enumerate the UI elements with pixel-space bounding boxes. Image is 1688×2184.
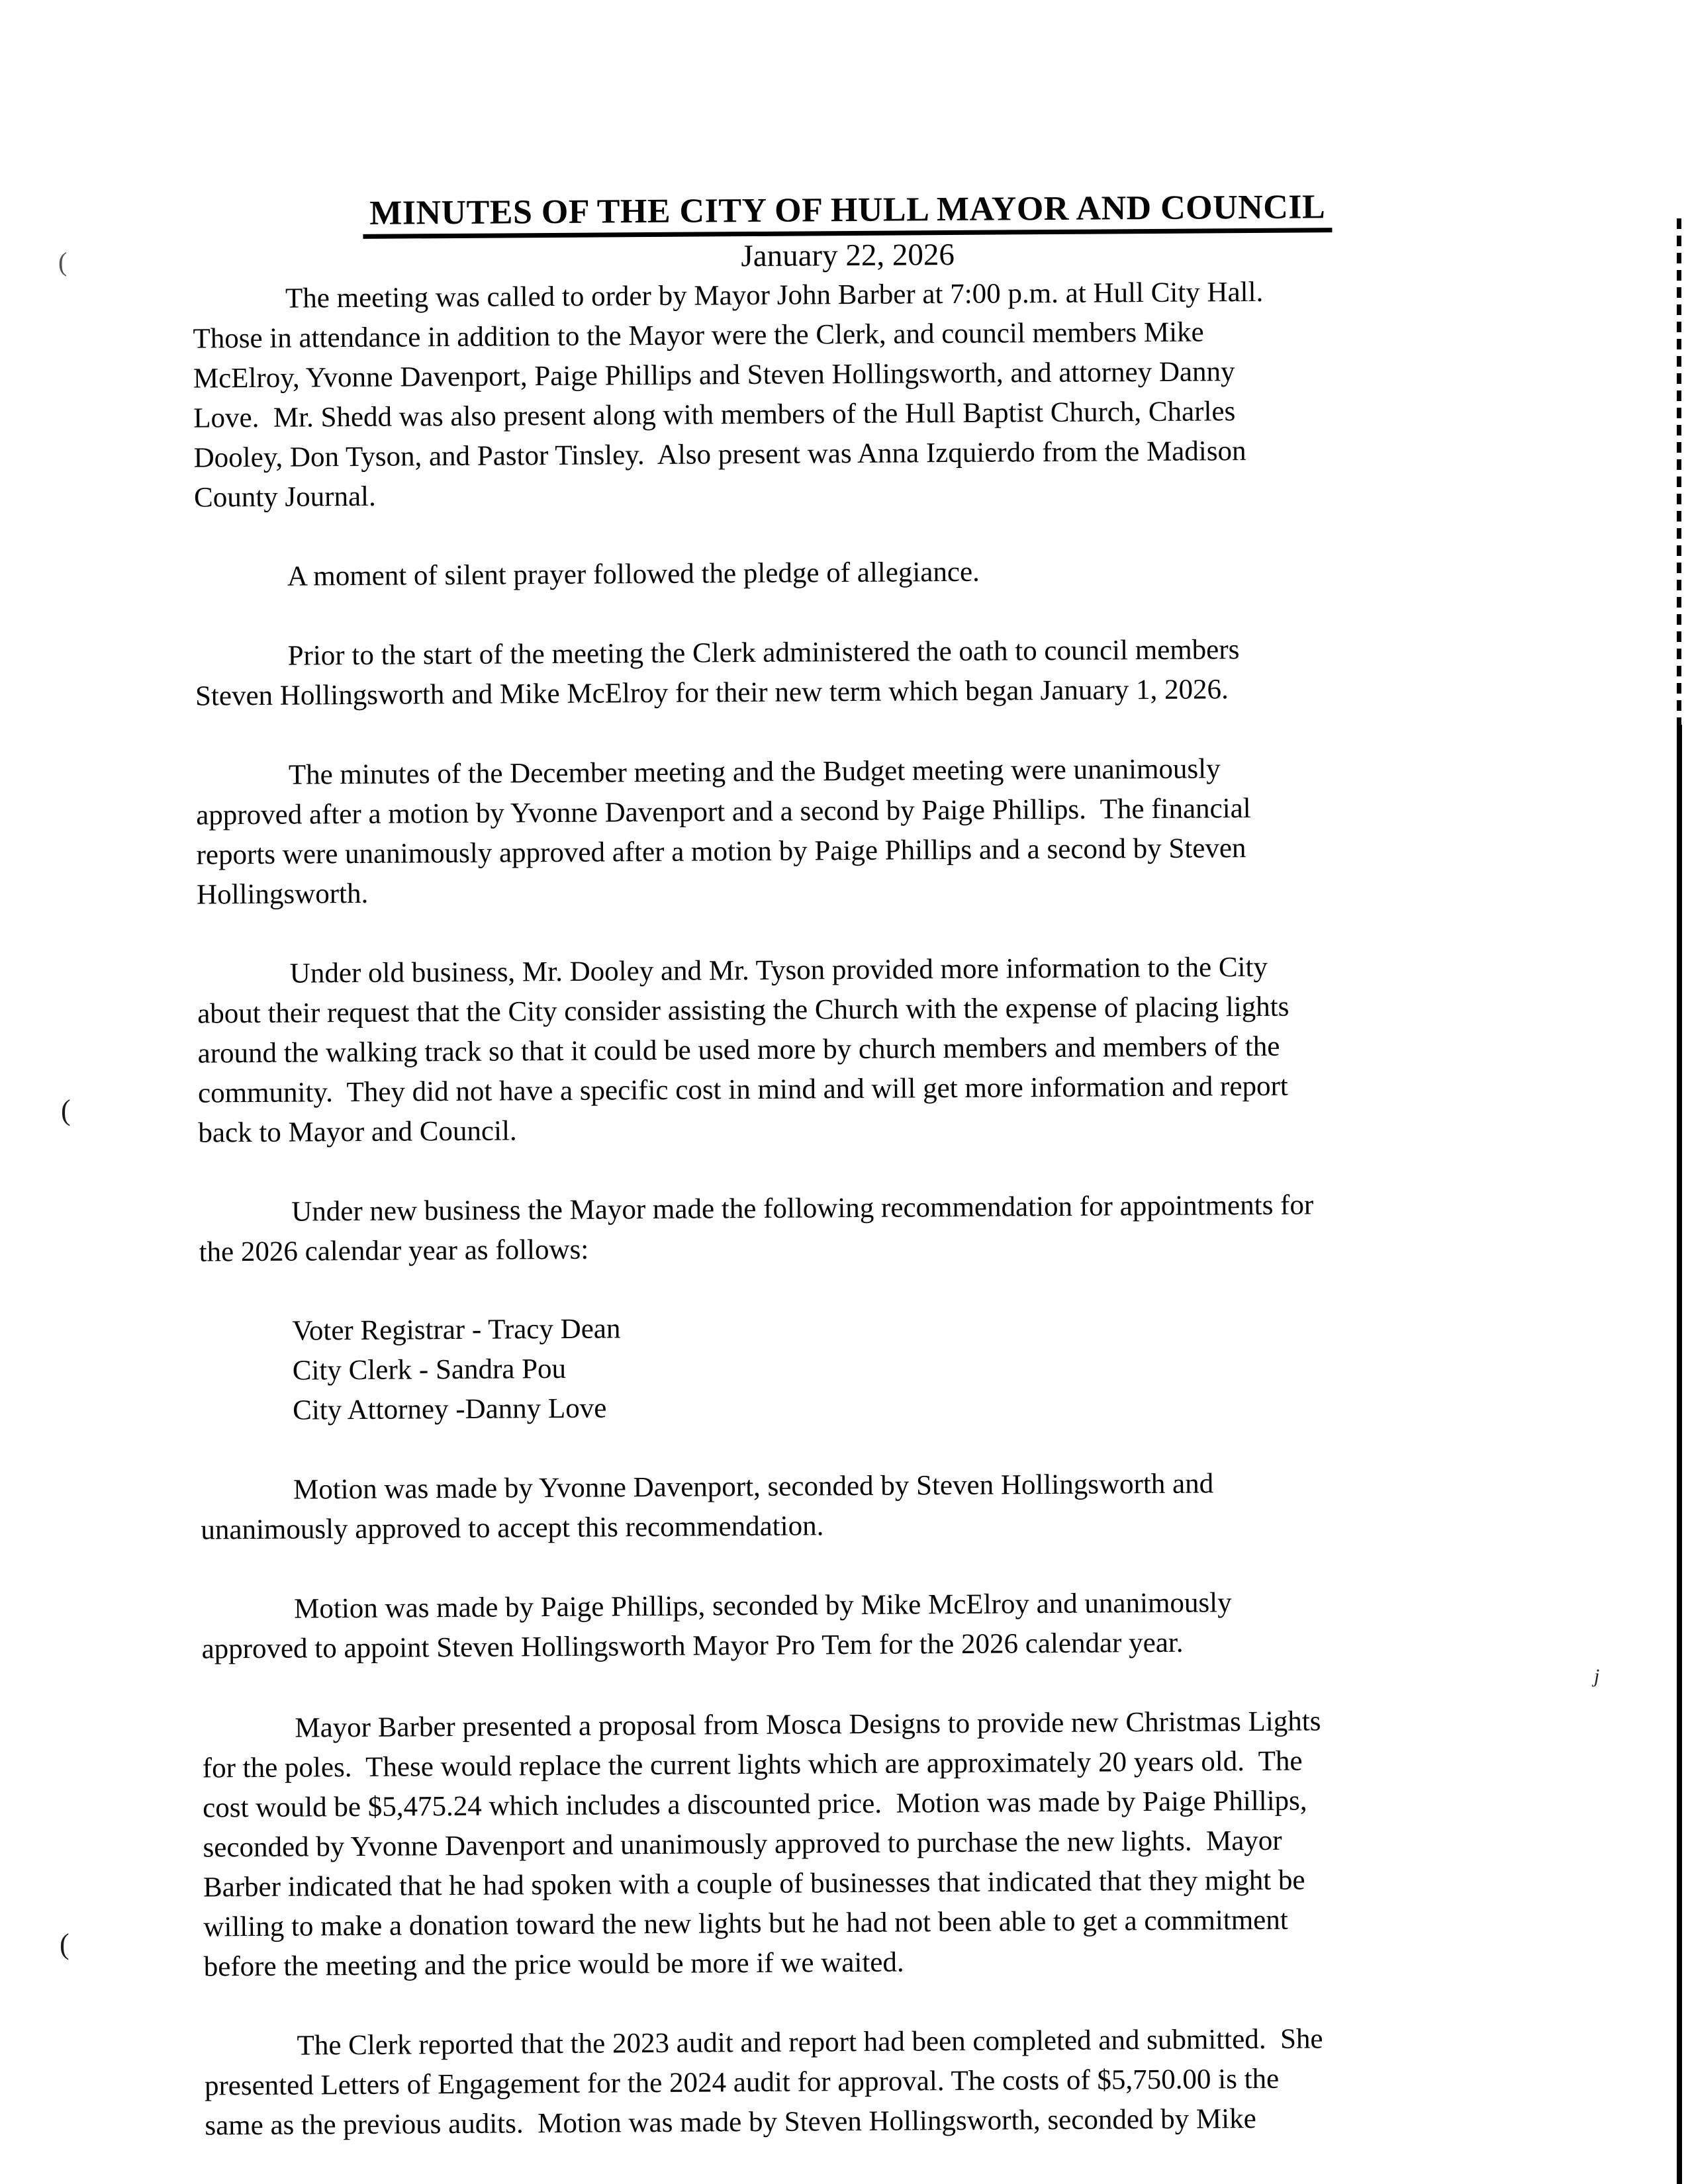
text-line: the 2026 calendar year as follows: — [199, 1234, 589, 1268]
text-line: Motion was made by Yvonne Davenport, seconded by Steven Hollingsworth and — [293, 1468, 1214, 1506]
text-line: Dooley, Don Tyson, and Pastor Tinsley. Also present was Anna Izquierdo from the Madison — [193, 435, 1246, 474]
paragraph-new-business — [199, 1184, 1510, 1272]
text-line: around the walking track so that it could be used more by church members and members of the — [197, 1030, 1280, 1069]
text-line: Barber indicated that he had spoken with a couple of businesses that indicated that they might be — [203, 1864, 1305, 1903]
paragraph-mayor-pro-tem — [201, 1581, 1513, 1669]
text-line: unanimously approved to accept this recommendation. — [201, 1510, 824, 1546]
text-line: about their request that the City consider assisting the Church with the expense of placing lights — [197, 991, 1289, 1030]
text-line: Under new business the Mayor made the following recommendation for appointments for — [291, 1189, 1314, 1228]
appointments-list — [199, 1303, 1511, 1431]
scan-artifact-paren-1: ( — [58, 247, 68, 277]
scan-artifact-paren-3: ( — [60, 1928, 70, 1960]
document-title: MINUTES OF THE CITY OF HULL MAYOR AND COUNCIL — [363, 190, 1332, 239]
text-line: presented Letters of Engagement for the 2024 audit for approval. The costs of $5,750.00 is the — [204, 2063, 1280, 2102]
paragraph-motion-recommendation — [201, 1462, 1512, 1550]
text-line: willing to make a donation toward the new lights but he had not been able to get a commitment — [203, 1904, 1288, 1943]
scan-edge-line-dashed — [1677, 218, 1681, 735]
appointment-item-voter-registrar: Voter Registrar - Tracy Dean — [292, 1313, 621, 1347]
text-line: McElroy, Yvonne Davenport, Paige Phillips and Steven Hollingsworth, and attorney Danny — [193, 356, 1235, 394]
paragraph-old-business — [197, 946, 1509, 1153]
paragraph-minutes-approval — [196, 747, 1508, 915]
text-line: Those in attendance in addition to the Mayor were the Clerk, and council members Mike — [193, 316, 1204, 355]
text-line: Hollingsworth. — [196, 878, 369, 911]
text-line: same as the previous audits. Motion was made by Steven Hollingsworth, seconded by Mike — [205, 2103, 1256, 2142]
paragraph-call-to-order — [193, 271, 1505, 518]
text-line: Under old business, Mr. Dooley and Mr. Tyson provided more information to the City — [289, 951, 1268, 989]
text-line: Motion was made by Paige Phillips, seconded by Mike McElroy and unanimously — [294, 1587, 1232, 1625]
text-line: The meeting was called to order by Mayor John Barber at 7:00 p.m. at Hull City Hall. — [285, 276, 1264, 314]
scan-artifact-ink-speck: j — [1594, 1665, 1600, 1687]
paragraph-oath — [195, 628, 1506, 716]
document-body — [192, 189, 1516, 2184]
text-line: community. They did not have a specific cost in mind and will get more information and report — [197, 1070, 1288, 1109]
text-line: seconded by Yvonne Davenport and unanimously approved to purchase the new lights. Mayor — [203, 1825, 1282, 1864]
text-line: cost would be $5,475.24 which includes a discounted price. Motion was made by Paige Phillips, — [203, 1785, 1307, 1824]
paragraph-audit — [204, 2018, 1515, 2146]
paragraph-christmas-lights — [202, 1700, 1515, 1987]
scan-edge-line-solid — [1677, 725, 1682, 2184]
text-line: Prior to the start of the meeting the Clerk administered the oath to council members — [287, 634, 1240, 672]
text-line: Mayor Barber presented a proposal from Mosca Designs to provide new Christmas Lights — [295, 1706, 1321, 1744]
text-line: approved to appoint Steven Hollingsworth Mayor Pro Tem for the 2026 calendar year. — [201, 1627, 1184, 1665]
appointment-item-city-clerk: City Clerk - Sandra Pou — [292, 1353, 567, 1387]
text-line: back to Mayor and Council. — [198, 1115, 517, 1149]
text-line: before the meeting and the price would be more if we waited. — [203, 1946, 904, 1983]
scan-artifact-paren-2: ( — [61, 1094, 71, 1126]
text-line: The Clerk reported that the 2023 audit and report had been completed and submitted. She — [297, 2023, 1323, 2062]
document-date: January 22, 2026 — [741, 237, 955, 274]
text-line: Steven Hollingsworth and Mike McElroy for their new term which began January 1, 2026. — [195, 674, 1229, 712]
text-line: A moment of silent prayer followed the pledge of allegiance. — [287, 556, 980, 592]
text-line: approved after a motion by Yvonne Davenport and a second by Paige Phillips. The financial — [196, 793, 1251, 831]
appointment-item-city-attorney: City Attorney -Danny Love — [293, 1392, 607, 1426]
text-line: for the poles. These would replace the current lights which are approximately 20 years old. The — [202, 1745, 1303, 1784]
text-line: The minutes of the December meeting and the Budget meeting were unanimously — [288, 753, 1221, 791]
text-line: reports were unanimously approved after a motion by Paige Phillips and a second by Steven — [196, 833, 1246, 871]
paragraph-prayer — [195, 549, 1505, 597]
text-line: Love. Mr. Shedd was also present along with members of the Hull Baptist Church, Charles — [193, 396, 1236, 434]
text-line: County Journal. — [193, 480, 376, 514]
